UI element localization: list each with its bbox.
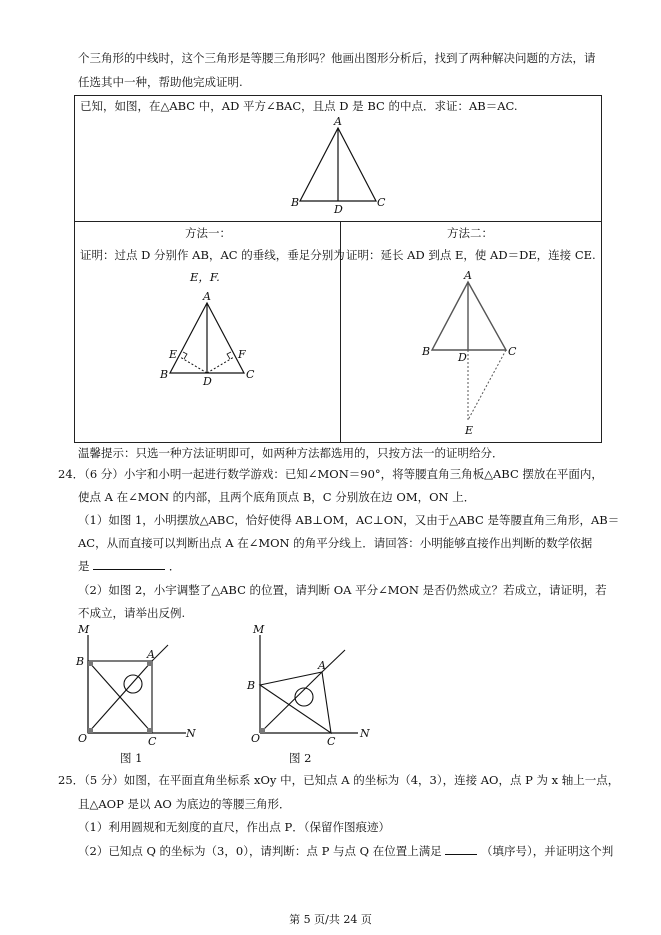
- label-a-fig1: A: [147, 648, 155, 661]
- triangle-fig2: [260, 672, 331, 733]
- label-f-m1: F: [238, 348, 246, 361]
- label-a-m2: A: [464, 269, 472, 282]
- label-c-m2: C: [508, 345, 517, 358]
- segment-oa-fig2: [260, 672, 322, 733]
- method1-text-1: 证明：过点 D 分别作 AB，AC 的垂线，垂足分别为: [80, 248, 345, 262]
- label-c-fig2: C: [327, 735, 336, 748]
- fig2-caption: 图 2: [289, 751, 312, 765]
- label-a-fig2: A: [318, 659, 326, 672]
- label-d-m2: D: [458, 351, 467, 364]
- label-c-m1: C: [246, 368, 255, 381]
- q25-part2: [78, 843, 613, 859]
- q24-part1-line-2: AC，从而直接可以判断出点 A 在∠MON 的角平分线上．请回答：小明能够直接作出判断的数学依据: [78, 536, 593, 550]
- q25-answer-blank[interactable]: [445, 843, 477, 855]
- label-m-fig2: M: [253, 623, 265, 636]
- label-e-m1: E: [169, 348, 178, 361]
- label-b-m1: B: [160, 368, 169, 381]
- page-footer: 第 5 页/共 24 页: [289, 913, 372, 926]
- label-d: D: [334, 203, 343, 216]
- q24-part2-line-1: （2）如图 2，小宇调整了△ABC 的位置，请判断 OA 平分∠MON 是否仍然成立？若成立，请证明，若: [78, 583, 607, 597]
- q24-part1-suffix: ．: [168, 559, 181, 573]
- label-n-fig2: N: [360, 727, 370, 740]
- q25-part2-prefix: （2）已知点 Q 的坐标为（3，0），请判断：点 P 与点 Q 在位置上满足: [78, 844, 442, 858]
- label-b-fig2: B: [247, 679, 256, 692]
- label-b-fig1: B: [76, 655, 85, 668]
- q25-line-2: 且△AOP 是以 AO 为底边的等腰三角形．: [78, 797, 291, 811]
- intro-line-2: 任选其中一种，帮助他完成证明.: [78, 75, 243, 89]
- q24-part2-line-2: 不成立，请举出反例.: [78, 606, 186, 620]
- label-c-fig1: C: [148, 735, 157, 748]
- q25-part2-suffix: （填序号），并证明这个判: [481, 844, 614, 858]
- fig1-caption: 图 1: [120, 751, 143, 765]
- label-o-fig2: O: [251, 732, 261, 745]
- label-a: A: [334, 115, 342, 128]
- label-n-fig1: N: [186, 727, 196, 740]
- label-c: C: [377, 196, 386, 209]
- method1-text-2: E，F.: [190, 270, 220, 284]
- label-b: B: [291, 196, 300, 209]
- circle-fig2: [295, 688, 313, 706]
- method2-text-1: 证明：延长 AD 到点 E，使 AD＝DE，连接 CE.: [346, 248, 596, 262]
- method1-title: 方法一：: [185, 226, 231, 240]
- q25-part1: （1）利用圆规和无刻度的直尺，作出点 P．（保留作图痕迹）: [78, 820, 390, 834]
- given-statement: 已知，如图，在△ABC 中，AD 平方∠BAC，且点 D 是 BC 的中点．求证：AB＝AC.: [80, 99, 518, 113]
- intro-line-1: 个三角形的中线时，这个三角形是等腰三角形吗？他画出图形分析后，找到了两种解决问题的方法，请: [78, 51, 596, 65]
- q24-line-2: 使点 A 在∠MON 的内部，且两个底角顶点 B，C 分别放在边 OM，ON 上．: [78, 490, 476, 504]
- tip-text: 温馨提示：只选一种方法证明即可，如两种方法都选用的，只按方法一的证明给分．: [78, 446, 504, 460]
- label-m-fig1: M: [78, 623, 90, 636]
- label-a-m1: A: [203, 290, 211, 303]
- q24-part1-prefix: 是: [78, 559, 90, 573]
- label-b-m2: B: [422, 345, 431, 358]
- q24-part1-line-1: （1）如图 1，小明摆放△ABC，恰好使得 AB⊥OM，AC⊥ON，又由于△ABC 是等腰直角三角形，AB＝: [78, 513, 620, 527]
- q25-line-1: 25．（5 分）如图，在平面直角坐标系 xOy 中，已知点 A 的坐标为（4，3），连接 AO，点 P 为 x 轴上一点，: [58, 773, 620, 787]
- method2-title: 方法二：: [447, 226, 493, 240]
- label-o-fig1: O: [78, 732, 88, 745]
- label-e-m2: E: [465, 424, 474, 437]
- q24-line-1: 24．（6 分）小宇和小明一起进行数学游戏：已知∠MON＝90°，将等腰直角三角板△ABC 摆放在平面内，: [58, 467, 603, 481]
- corner-o-fig2: [260, 728, 265, 733]
- label-d-m1: D: [203, 375, 212, 388]
